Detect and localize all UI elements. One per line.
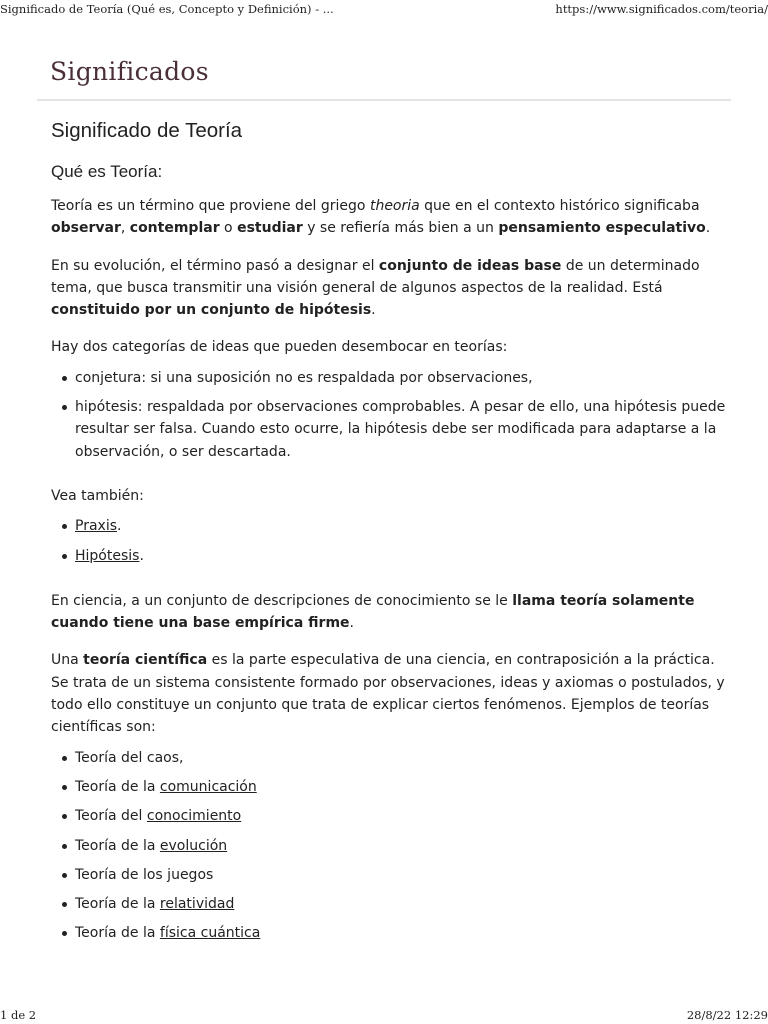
print-datetime: 28/8/22 12:29	[686, 1008, 768, 1022]
examples-list	[51, 747, 731, 945]
link-evolucion[interactable]: evolución	[159, 837, 228, 854]
header-divider	[37, 99, 731, 101]
list-item: Teoría del conocimiento	[51, 805, 731, 827]
print-header	[0, 0, 768, 20]
list-item: hipótesis: respaldada por observaciones comprobables. A pesar de ello, una hipótesis puede resultar ser falsa. Cuando esto ocurre, la hipótesis debe ser modificada para adaptarse a la observación, o ser descartada.	[51, 396, 731, 463]
print-footer	[0, 1004, 768, 1024]
paragraph-evolution: En su evolución, el término pasó a designar el conjunto de ideas base de un determinado tema, que busca transmitir una visión general de algunos aspectos de la realidad. Está constituido por un conjunto de hipótesis.	[51, 257, 700, 319]
print-page-url: https://www.significados.com/teoria/	[555, 2, 768, 16]
page-counter: 1 de 2	[0, 1008, 37, 1022]
list-item: Teoría de la comunicación	[51, 776, 731, 798]
see-also-list	[51, 515, 731, 567]
list-item: Teoría de los juegos	[51, 864, 731, 886]
list-item: Teoría de la relatividad	[51, 893, 731, 915]
paragraph-origin: Teoría es un término que proviene del griego theoria que en el contexto histórico significaba observar, contemplar o estudiar y se refiería más bien a un pensamiento especulativo.	[51, 198, 711, 237]
list-item: conjetura: si una suposición no es respaldada por observaciones,	[51, 367, 731, 389]
article	[51, 118, 731, 945]
site-logo[interactable]: Significados	[50, 57, 209, 86]
link-hipotesis[interactable]: Hipótesis	[75, 547, 140, 564]
list-item: Teoría de la física cuántica	[51, 922, 731, 944]
paragraph-scientific-theory: Una teoría científica es la parte especulativa de una ciencia, en contraposición a la práctica. Se trata de un sistema consistente formado por observaciones, ideas y axiomas o postulados, y todo ello constituye un conjunto que trata de explicar ciertos fenómenos. Ejemplos de teorías científicas son:	[51, 652, 725, 736]
link-fisica-cuantica[interactable]: física cuántica	[159, 925, 261, 942]
print-page-title: Significado de Teoría (Qué es, Concepto y Definición) - ...	[0, 2, 334, 16]
link-conocimiento[interactable]: conocimiento	[146, 808, 242, 825]
categories-list	[51, 367, 731, 463]
paragraph-categories-intro: Hay dos categorías de ideas que pueden desembocar en teorías:	[51, 339, 508, 356]
list-item: Praxis.	[51, 515, 731, 537]
list-item: Teoría de la evolución	[51, 835, 731, 857]
link-relatividad[interactable]: relatividad	[159, 896, 235, 913]
page-title: Significado de Teoría	[51, 119, 243, 142]
section-heading: Qué es Teoría:	[51, 162, 163, 181]
term-theoria: theoria	[369, 198, 420, 214]
paragraph-science: En ciencia, a un conjunto de descripciones de conocimiento se le llama teoría solamente cuando tiene una base empírica firme.	[51, 592, 695, 632]
link-comunicacion[interactable]: comunicación	[159, 778, 257, 795]
list-item: Teoría del caos,	[51, 747, 731, 769]
list-item: Hipótesis.	[51, 545, 731, 567]
link-praxis[interactable]: Praxis	[75, 518, 117, 535]
see-also-label: Vea también:	[51, 487, 144, 504]
